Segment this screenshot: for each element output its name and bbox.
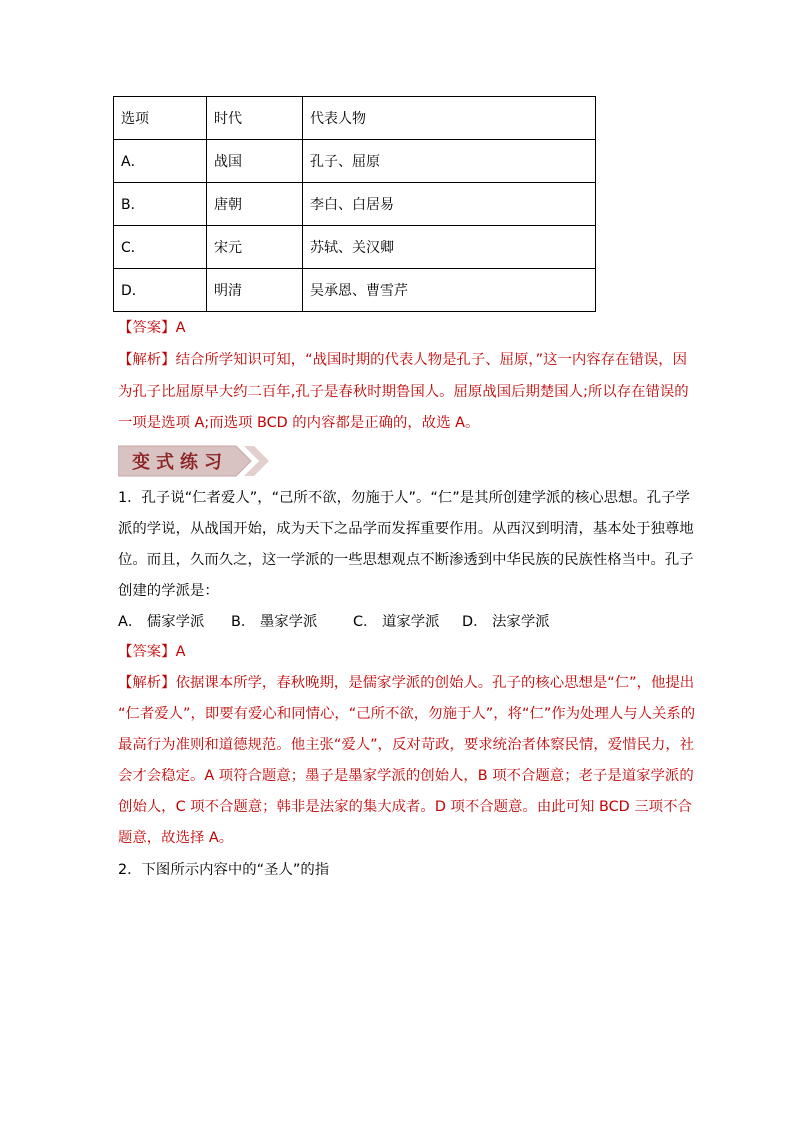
option-a: A． 儒家学派 [118, 614, 205, 630]
table-cell: 吴承恩、曹雪芹 [303, 269, 596, 312]
q0-answer-line [118, 318, 678, 338]
table-header-cell: 代表人物 [303, 97, 596, 140]
table-cell: C． [114, 226, 207, 269]
table-header-cell: 时代 [207, 97, 303, 140]
option-d: D． 法家学派 [462, 614, 550, 630]
section-banner [118, 444, 274, 478]
q1-analysis-line-4: 会才会稳定。A 项符合题意；墨子是墨家学派的创始人，B 项不合题意；老子是道家学派的 [118, 768, 694, 784]
answer-value: A [175, 320, 186, 336]
table-cell: 李白、白居易 [303, 183, 596, 226]
table-row [114, 183, 596, 226]
q1-analysis-line-5: 创始人，C 项不合题意；韩非是法家的集大成者。D 项不合题意。由此可知 BCD 三项不合 [118, 799, 692, 815]
analysis-text: 依据课本所学，春秋晚期，是儒家学派的创始人。孔子的核心思想是“仁”，他提出 [175, 675, 695, 691]
table-cell: D． [114, 269, 207, 312]
q1-options [118, 612, 678, 632]
table-header-cell: 选项 [114, 97, 207, 140]
analysis-tag: 【解析】 [118, 352, 176, 368]
table-cell: 宋元 [207, 226, 303, 269]
q1-analysis-line-6: 题意，故选择 A。 [118, 830, 234, 846]
table-cell: 苏轼、关汉卿 [303, 226, 596, 269]
table-row [114, 269, 596, 312]
table-cell: B． [114, 183, 207, 226]
q0-analysis-line-3: 一项是选项 A;而选项 BCD 的内容都是正确的，故选 A。 [118, 415, 480, 431]
answer-tag: 【答案】 [118, 644, 176, 660]
option-c: C． 道家学派 [353, 614, 440, 630]
q0-analysis-line-2: 为孔子比屈原早大约二百年,孔子是春秋时期鲁国人。屈原战国后期楚国人;所以存在错误的 [118, 384, 689, 400]
analysis-text: “战国时期的代表人物是孔子、屈原，”这一内容存在错误，因 [305, 352, 687, 368]
q0-analysis-line-1 [118, 350, 687, 370]
q1-analysis-line-1 [118, 673, 695, 693]
table-cell: 战国 [207, 140, 303, 183]
q1-analysis-line-2: “仁者爱人”，即要有爱心和同情心，“己所不欲，勿施于人”，将“仁”作为处理人与人关系的 [118, 706, 696, 722]
option-b: B． 墨家学派 [231, 614, 318, 630]
banner-title: 变式练习 [132, 452, 228, 473]
options-table [113, 96, 596, 312]
q1-line-3: 位。而且，久而久之，这一学派的一些思想观点不断渗透到中华民族的民族性格当中。孔子 [118, 552, 694, 568]
table-header-row [114, 97, 596, 140]
analysis-text: 结合所学知识可知， [175, 352, 306, 368]
table-row [114, 226, 596, 269]
q1-line-2: 派的学说，从战国开始，成为天下之品学而发挥重要作用。从西汉到明清，基本处于独尊地 [118, 521, 694, 537]
q1-analysis-line-3: 最高行为准则和道德规范。他主张“爱人”，反对苛政，要求统治者体察民情，爱惜民力，社 [118, 737, 695, 753]
q1-line-4: 创建的学派是： [118, 583, 219, 599]
table-cell: 明清 [207, 269, 303, 312]
table-cell: 孔子、屈原 [303, 140, 596, 183]
table-row [114, 140, 596, 183]
q1-line-1: 1．孔子说“仁者爱人”，“己所不欲，勿施于人”。“仁”是其所创建学派的核心思想。孔子学 [118, 490, 690, 506]
table-cell: 唐朝 [207, 183, 303, 226]
analysis-tag: 【解析】 [118, 675, 176, 691]
answer-value: A [175, 644, 186, 660]
table-cell: A． [114, 140, 207, 183]
q1-answer-line [118, 642, 678, 662]
q2-line-1: 2．下图所示内容中的“圣人”的指 [118, 862, 330, 878]
answer-tag: 【答案】 [118, 320, 176, 336]
